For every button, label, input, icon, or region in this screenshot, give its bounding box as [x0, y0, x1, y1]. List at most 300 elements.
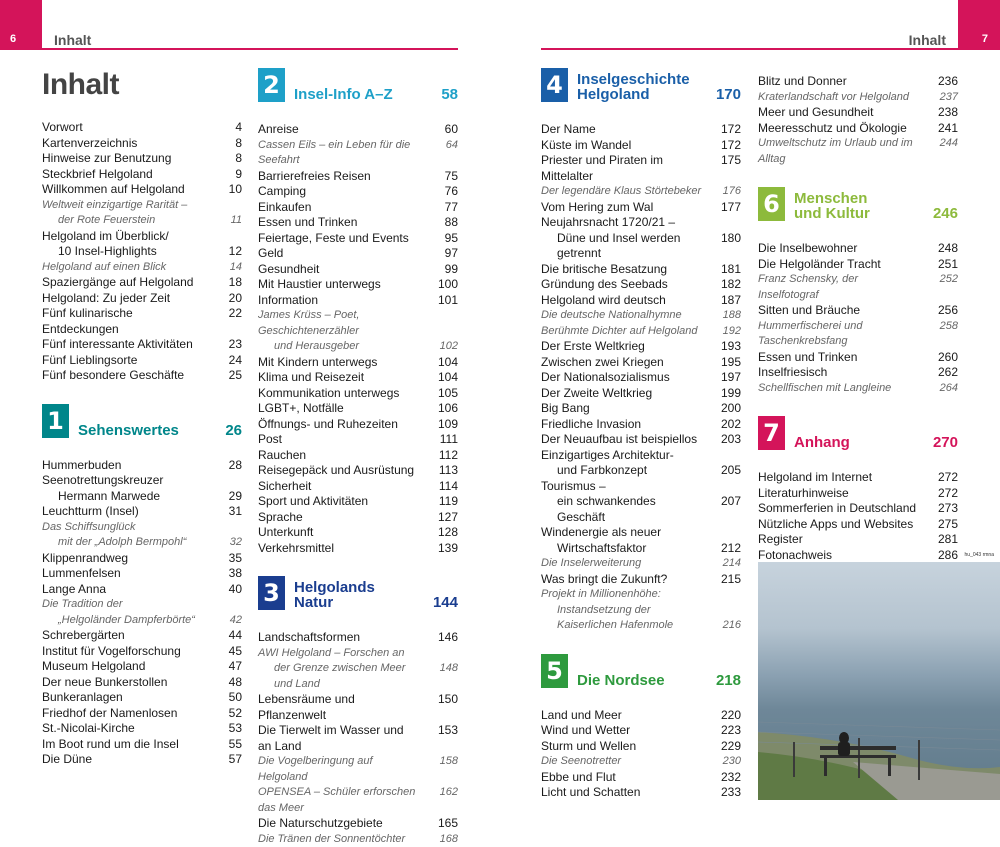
section-page: 58 — [441, 87, 458, 102]
toc-entry-title: Friedliche Invasion — [541, 417, 707, 433]
toc-entry-title: Die Helgoländer Tracht — [758, 257, 924, 273]
toc-entry-page: 50 — [208, 690, 242, 706]
toc-entry-title: 10 Insel-Highlights — [42, 244, 208, 260]
toc-entry-page: 12 — [208, 244, 242, 260]
toc-entry-page: 195 — [707, 355, 741, 371]
section-heading-6 — [758, 187, 958, 227]
page-number-tab-left — [0, 0, 42, 50]
toc-entry-title: Hummerfischerei und Taschenkrebsfang — [758, 319, 924, 350]
toc-list-section-4 — [541, 122, 741, 634]
toc-entry-page: 53 — [208, 721, 242, 737]
toc-entry — [541, 262, 741, 278]
toc-entry-page: 165 — [424, 816, 458, 832]
toc-entry-title: Geld — [258, 246, 424, 262]
toc-entry — [541, 355, 741, 371]
toc-entry — [258, 184, 458, 200]
toc-entry — [541, 463, 741, 479]
toc-entry-page: 77 — [424, 200, 458, 216]
toc-entry-page — [424, 646, 458, 662]
toc-entry-page: 251 — [924, 257, 958, 273]
toc-entry-page: 230 — [707, 754, 741, 770]
toc-entry-page: 286 — [924, 548, 958, 564]
toc-entry — [258, 448, 458, 464]
toc-entry-title: Barrierefreies Reisen — [258, 169, 424, 185]
toc-entry — [42, 306, 242, 337]
toc-entry — [42, 136, 242, 152]
toc-entry — [541, 324, 741, 340]
toc-entry-title: OPENSEA – Schüler erforschen das Meer — [258, 785, 424, 816]
toc-entry-title: Der Neuaufbau ist beispiellos — [541, 432, 707, 448]
toc-entry — [541, 432, 741, 448]
toc-entry — [42, 690, 242, 706]
toc-entry-title: LGBT+, Notfälle — [258, 401, 424, 417]
section-page: 246 — [933, 206, 958, 221]
toc-entry-page: 260 — [924, 350, 958, 366]
toc-entry-page: 272 — [924, 470, 958, 486]
toc-entry-page: 44 — [208, 628, 242, 644]
section-number-box: 7 — [758, 416, 785, 450]
toc-entry-page: 158 — [424, 754, 458, 785]
toc-entry — [758, 548, 958, 564]
running-head-left: Inhalt — [54, 32, 91, 48]
toc-column-4 — [758, 74, 958, 594]
toc-column-1 — [42, 120, 242, 768]
photo-credit: hu_043 rmna — [965, 552, 994, 558]
toc-entry — [42, 151, 242, 167]
toc-entry-title: Licht und Schatten — [541, 785, 707, 801]
toc-entry — [258, 630, 458, 646]
toc-entry-page: 256 — [924, 303, 958, 319]
toc-entry-page: 214 — [707, 556, 741, 572]
toc-entry-page: 200 — [707, 401, 741, 417]
toc-entry-page: 60 — [424, 122, 458, 138]
toc-entry — [258, 525, 458, 541]
toc-entry — [258, 215, 458, 231]
section-title: Die Nordsee — [577, 673, 665, 688]
toc-entry-title: Helgoland auf einen Blick — [42, 260, 208, 276]
toc-entry-title: Die Inselbewohner — [758, 241, 924, 257]
toc-entry-page: 236 — [924, 74, 958, 90]
toc-entry — [541, 339, 741, 355]
toc-entry — [541, 587, 741, 603]
toc-entry-title: Sommerferien in Deutschland — [758, 501, 924, 517]
section-page: 26 — [225, 423, 242, 438]
toc-entry-page: 192 — [707, 324, 741, 340]
toc-entry-page: 203 — [707, 432, 741, 448]
toc-entry-page: 105 — [424, 386, 458, 402]
toc-entry — [541, 708, 741, 724]
toc-entry-page: 153 — [424, 723, 458, 754]
toc-entry — [541, 122, 741, 138]
toc-entry-title: Berühmte Dichter auf Helgoland — [541, 324, 707, 340]
toc-entry-page: 4 — [208, 120, 242, 136]
toc-entry — [258, 816, 458, 832]
toc-entry — [42, 458, 242, 474]
toc-entry-page: 29 — [208, 489, 242, 505]
section-page: 218 — [716, 673, 741, 688]
page-number: 7 — [982, 33, 988, 45]
toc-entry-page: 23 — [208, 337, 242, 353]
toc-entry — [541, 770, 741, 786]
toc-entry-page: 24 — [208, 353, 242, 369]
toc-entry — [258, 370, 458, 386]
toc-entry-page: 281 — [924, 532, 958, 548]
toc-entry — [42, 659, 242, 675]
toc-entry-page: 22 — [208, 306, 242, 337]
section-page: 170 — [716, 87, 741, 102]
toc-entry-title: Leuchtturm (Insel) — [42, 504, 208, 520]
toc-entry — [42, 275, 242, 291]
section-number-box: 2 — [258, 68, 285, 102]
toc-entry — [42, 551, 242, 567]
toc-entry-title: Der Name — [541, 122, 707, 138]
toc-entry — [42, 353, 242, 369]
toc-entry — [541, 541, 741, 557]
toc-entry — [42, 566, 242, 582]
toc-entry-title: Friedhof der Namenlosen — [42, 706, 208, 722]
toc-entry-title: Die Naturschutzgebiete — [258, 816, 424, 832]
toc-entry — [258, 386, 458, 402]
toc-entry-page: 101 — [424, 293, 458, 309]
toc-entry-page: 20 — [208, 291, 242, 307]
toc-entry-title: Feiertage, Feste und Events — [258, 231, 424, 247]
toc-entry-title: Zwischen zwei Kriegen — [541, 355, 707, 371]
toc-entry-page: 31 — [208, 504, 242, 520]
section-page: 270 — [933, 435, 958, 450]
toc-entry-title: Projekt in Millionenhöhe: — [541, 587, 707, 603]
section-heading-1 — [42, 404, 242, 444]
toc-entry-page: 28 — [208, 458, 242, 474]
toc-entry-page — [424, 308, 458, 339]
toc-entry-page: 162 — [424, 785, 458, 816]
toc-entry-page: 188 — [707, 308, 741, 324]
toc-entry — [42, 198, 242, 214]
toc-entry-page: 48 — [208, 675, 242, 691]
toc-entry — [42, 260, 242, 276]
toc-entry-page: 8 — [208, 151, 242, 167]
toc-entry-page: 244 — [924, 136, 958, 167]
page-title: Inhalt — [42, 68, 119, 102]
toc-entry-page: 193 — [707, 339, 741, 355]
toc-entry — [541, 479, 741, 495]
toc-entry-title: Blitz und Donner — [758, 74, 924, 90]
toc-entry — [42, 582, 242, 598]
toc-entry-title: Hermann Marwede — [42, 489, 208, 505]
toc-entry — [541, 153, 741, 184]
toc-entry-page: 14 — [208, 260, 242, 276]
toc-entry — [758, 105, 958, 121]
toc-entry-title: Essen und Trinken — [758, 350, 924, 366]
toc-entry-title: Wirtschaftsfaktor — [541, 541, 707, 557]
toc-entry — [541, 215, 741, 231]
toc-entry — [258, 510, 458, 526]
toc-entry-title: Öffnungs- und Ruhezeiten — [258, 417, 424, 433]
section-number-box: 3 — [258, 576, 285, 610]
toc-entry — [758, 90, 958, 106]
toc-entry — [42, 489, 242, 505]
toc-entry — [541, 448, 741, 464]
toc-entry-title: Kartenverzeichnis — [42, 136, 208, 152]
toc-entry-page: 262 — [924, 365, 958, 381]
toc-entry-page — [707, 479, 741, 495]
toc-list-front-matter — [42, 120, 242, 384]
toc-entry-title: Das Schiffsunglück — [42, 520, 208, 536]
toc-entry-page: 104 — [424, 370, 458, 386]
toc-entry — [541, 370, 741, 386]
toc-entry — [42, 337, 242, 353]
toc-entry-title: Der Nationalsozialismus — [541, 370, 707, 386]
coastal-photo — [758, 562, 1000, 800]
toc-entry-page: 172 — [707, 138, 741, 154]
toc-entry — [42, 675, 242, 691]
toc-entry-title: Franz Schensky, der Inselfotograf — [758, 272, 924, 303]
toc-entry-page: 32 — [208, 535, 242, 551]
toc-entry-page: 199 — [707, 386, 741, 402]
toc-entry-page: 233 — [707, 785, 741, 801]
toc-entry-title: Sturm und Wellen — [541, 739, 707, 755]
toc-entry-title: Helgoland im Internet — [758, 470, 924, 486]
toc-entry-title: Der legendäre Klaus Störtebeker — [541, 184, 707, 200]
toc-entry-title: Nützliche Apps und Websites — [758, 517, 924, 533]
section-title: Inselgeschichte Helgoland — [577, 72, 697, 102]
toc-entry-title: Literaturhinweise — [758, 486, 924, 502]
toc-entry — [758, 365, 958, 381]
toc-entry — [258, 138, 458, 169]
toc-entry-page — [208, 198, 242, 214]
toc-entry — [258, 494, 458, 510]
toc-entry — [541, 739, 741, 755]
toc-entry — [258, 246, 458, 262]
toc-entry-page: 273 — [924, 501, 958, 517]
toc-entry-title: St.-Nicolai-Kirche — [42, 721, 208, 737]
toc-entry-title: Big Bang — [541, 401, 707, 417]
toc-entry-page: 106 — [424, 401, 458, 417]
toc-entry-title: Vom Hering zum Wal — [541, 200, 707, 216]
toc-entry — [42, 752, 242, 768]
toc-entry-page: 25 — [208, 368, 242, 384]
toc-entry-title: Die Tierwelt im Wasser und an Land — [258, 723, 424, 754]
toc-list-section-1 — [42, 458, 242, 768]
toc-entry-title: Die Tränen der Sonnentöchter — [258, 832, 424, 847]
toc-entry-page: 232 — [707, 770, 741, 786]
section-number-box: 4 — [541, 68, 568, 102]
toc-entry-page: 275 — [924, 517, 958, 533]
section-title: Sehenswertes — [78, 423, 179, 438]
toc-entry-page: 220 — [707, 708, 741, 724]
toc-entry — [258, 661, 458, 692]
toc-entry-page: 238 — [924, 105, 958, 121]
toc-entry-title: Land und Meer — [541, 708, 707, 724]
toc-entry-page: 45 — [208, 644, 242, 660]
toc-entry-title: der Grenze zwischen Meer und Land — [258, 661, 424, 692]
toc-entry — [541, 603, 741, 619]
toc-entry-page — [208, 473, 242, 489]
toc-entry-title: Fünf interessante Aktivitäten — [42, 337, 208, 353]
toc-entry-title: Mit Haustier unterwegs — [258, 277, 424, 293]
toc-entry — [758, 350, 958, 366]
toc-entry — [758, 241, 958, 257]
toc-entry — [758, 136, 958, 167]
toc-entry — [758, 486, 958, 502]
toc-entry — [42, 628, 242, 644]
toc-entry — [258, 169, 458, 185]
toc-entry-title: AWI Helgoland – Forschen an — [258, 646, 424, 662]
toc-entry — [42, 737, 242, 753]
toc-entry-title: der Rote Feuerstein — [42, 213, 208, 229]
toc-entry-title: Vorwort — [42, 120, 208, 136]
toc-entry-page: 42 — [208, 613, 242, 629]
toc-entry-title: Inselfriesisch — [758, 365, 924, 381]
toc-entry-page: 47 — [208, 659, 242, 675]
toc-entry-page: 100 — [424, 277, 458, 293]
toc-entry-title: Fotonachweis — [758, 548, 924, 564]
toc-entry-page: 168 — [424, 832, 458, 847]
toc-entry-title: Was bringt die Zukunft? — [541, 572, 707, 588]
toc-entry — [258, 122, 458, 138]
toc-entry — [758, 381, 958, 397]
toc-entry-page: 139 — [424, 541, 458, 557]
toc-column-3 — [541, 68, 741, 801]
toc-entry — [541, 293, 741, 309]
toc-entry-page — [707, 587, 741, 603]
toc-entry-page: 248 — [924, 241, 958, 257]
toc-entry — [258, 479, 458, 495]
toc-entry-page: 119 — [424, 494, 458, 510]
toc-entry-page: 148 — [424, 661, 458, 692]
toc-entry-title: Landschaftsformen — [258, 630, 424, 646]
toc-entry — [258, 832, 458, 847]
toc-entry-page: 40 — [208, 582, 242, 598]
toc-entry-title: Steckbrief Helgoland — [42, 167, 208, 183]
toc-entry — [42, 213, 242, 229]
toc-entry-page: 258 — [924, 319, 958, 350]
toc-entry-page: 180 — [707, 231, 741, 262]
toc-entry — [42, 368, 242, 384]
toc-entry-title: Lebensräume und Pflanzenwelt — [258, 692, 424, 723]
toc-entry — [42, 721, 242, 737]
toc-entry-page — [208, 229, 242, 245]
toc-entry-title: Sitten und Bräuche — [758, 303, 924, 319]
toc-entry — [258, 417, 458, 433]
toc-entry — [758, 319, 958, 350]
toc-entry — [541, 618, 741, 634]
toc-entry-title: Die Seenotretter — [541, 754, 707, 770]
toc-entry — [541, 754, 741, 770]
toc-entry-title: Schrebergärten — [42, 628, 208, 644]
toc-entry — [541, 231, 741, 262]
toc-entry-page: 216 — [707, 618, 741, 634]
toc-entry-page: 18 — [208, 275, 242, 291]
toc-entry-page: 176 — [707, 184, 741, 200]
toc-entry-title: Die Düne — [42, 752, 208, 768]
section-heading-5 — [541, 654, 741, 694]
toc-entry-page: 128 — [424, 525, 458, 541]
toc-entry-page: 52 — [208, 706, 242, 722]
toc-entry-title: Priester und Piraten im Mittelalter — [541, 153, 707, 184]
toc-entry-page: 76 — [424, 184, 458, 200]
toc-entry-page: 187 — [707, 293, 741, 309]
section-title: Menschen und Kultur — [794, 191, 874, 221]
toc-entry-page — [208, 597, 242, 613]
toc-entry-title: Information — [258, 293, 424, 309]
toc-entry-title: Seenotrettungskreuzer — [42, 473, 208, 489]
toc-entry — [541, 494, 741, 525]
toc-entry-title: Helgoland: Zu jeder Zeit — [42, 291, 208, 307]
toc-entry-title: James Krüss – Poet, Geschichtenerzähler — [258, 308, 424, 339]
section-page: 144 — [433, 595, 458, 610]
toc-entry-title: Fünf besondere Geschäfte — [42, 368, 208, 384]
toc-entry-page: 181 — [707, 262, 741, 278]
toc-entry-title: Gründung des Seebads — [541, 277, 707, 293]
header-rule-left — [42, 48, 458, 50]
toc-entry-title: und Farbkonzept — [541, 463, 707, 479]
toc-entry-page: 175 — [707, 153, 741, 184]
toc-entry-title: Lange Anna — [42, 582, 208, 598]
toc-entry-title: Hinweise zur Benutzung — [42, 151, 208, 167]
toc-entry — [258, 541, 458, 557]
toc-entry — [541, 417, 741, 433]
toc-entry-page: 111 — [424, 432, 458, 448]
toc-list-section-5 — [541, 708, 741, 801]
toc-entry — [541, 723, 741, 739]
toc-entry — [42, 644, 242, 660]
toc-entry — [758, 303, 958, 319]
toc-entry — [258, 262, 458, 278]
toc-entry — [42, 535, 242, 551]
toc-entry-title: Anreise — [258, 122, 424, 138]
toc-entry-page: 272 — [924, 486, 958, 502]
toc-entry-title: Meer und Gesundheit — [758, 105, 924, 121]
toc-entry — [541, 572, 741, 588]
toc-entry-page — [707, 448, 741, 464]
toc-entry-title: Institut für Vogelforschung — [42, 644, 208, 660]
toc-entry — [758, 257, 958, 273]
toc-entry — [541, 401, 741, 417]
toc-entry-page: 229 — [707, 739, 741, 755]
toc-entry-title: Die Inselerweiterung — [541, 556, 707, 572]
toc-entry — [758, 470, 958, 486]
toc-entry — [42, 706, 242, 722]
toc-entry-page: 182 — [707, 277, 741, 293]
toc-entry-title: Kraterlandschaft vor Helgoland — [758, 90, 924, 106]
toc-entry-title: Register — [758, 532, 924, 548]
toc-entry-page: 88 — [424, 215, 458, 231]
toc-entry — [42, 229, 242, 245]
toc-entry-title: Im Boot rund um die Insel — [42, 737, 208, 753]
toc-entry-page: 35 — [208, 551, 242, 567]
section-number-box: 1 — [42, 404, 69, 438]
toc-entry-title: Unterkunft — [258, 525, 424, 541]
toc-entry-title: „Helgoländer Dampferbörte“ — [42, 613, 208, 629]
toc-entry-title: Willkommen auf Helgoland — [42, 182, 208, 198]
toc-entry — [258, 646, 458, 662]
toc-entry-title: Kaiserlichen Hafenmole — [541, 618, 707, 634]
toc-entry — [258, 355, 458, 371]
toc-entry-title: Klima und Reisezeit — [258, 370, 424, 386]
toc-entry-page: 113 — [424, 463, 458, 479]
toc-entry-title: Lummenfelsen — [42, 566, 208, 582]
section-number-box: 5 — [541, 654, 568, 688]
toc-entry-title: Neujahrsnacht 1720/21 – — [541, 215, 707, 231]
toc-entry-title: Die deutsche Nationalhymne — [541, 308, 707, 324]
toc-entry — [541, 525, 741, 541]
toc-entry-title: Fünf kulinarische Entdeckungen — [42, 306, 208, 337]
toc-entry-title: Düne und Insel werden getrennt — [541, 231, 707, 262]
toc-entry-page: 127 — [424, 510, 458, 526]
toc-entry — [258, 463, 458, 479]
toc-entry — [42, 613, 242, 629]
toc-entry — [758, 272, 958, 303]
